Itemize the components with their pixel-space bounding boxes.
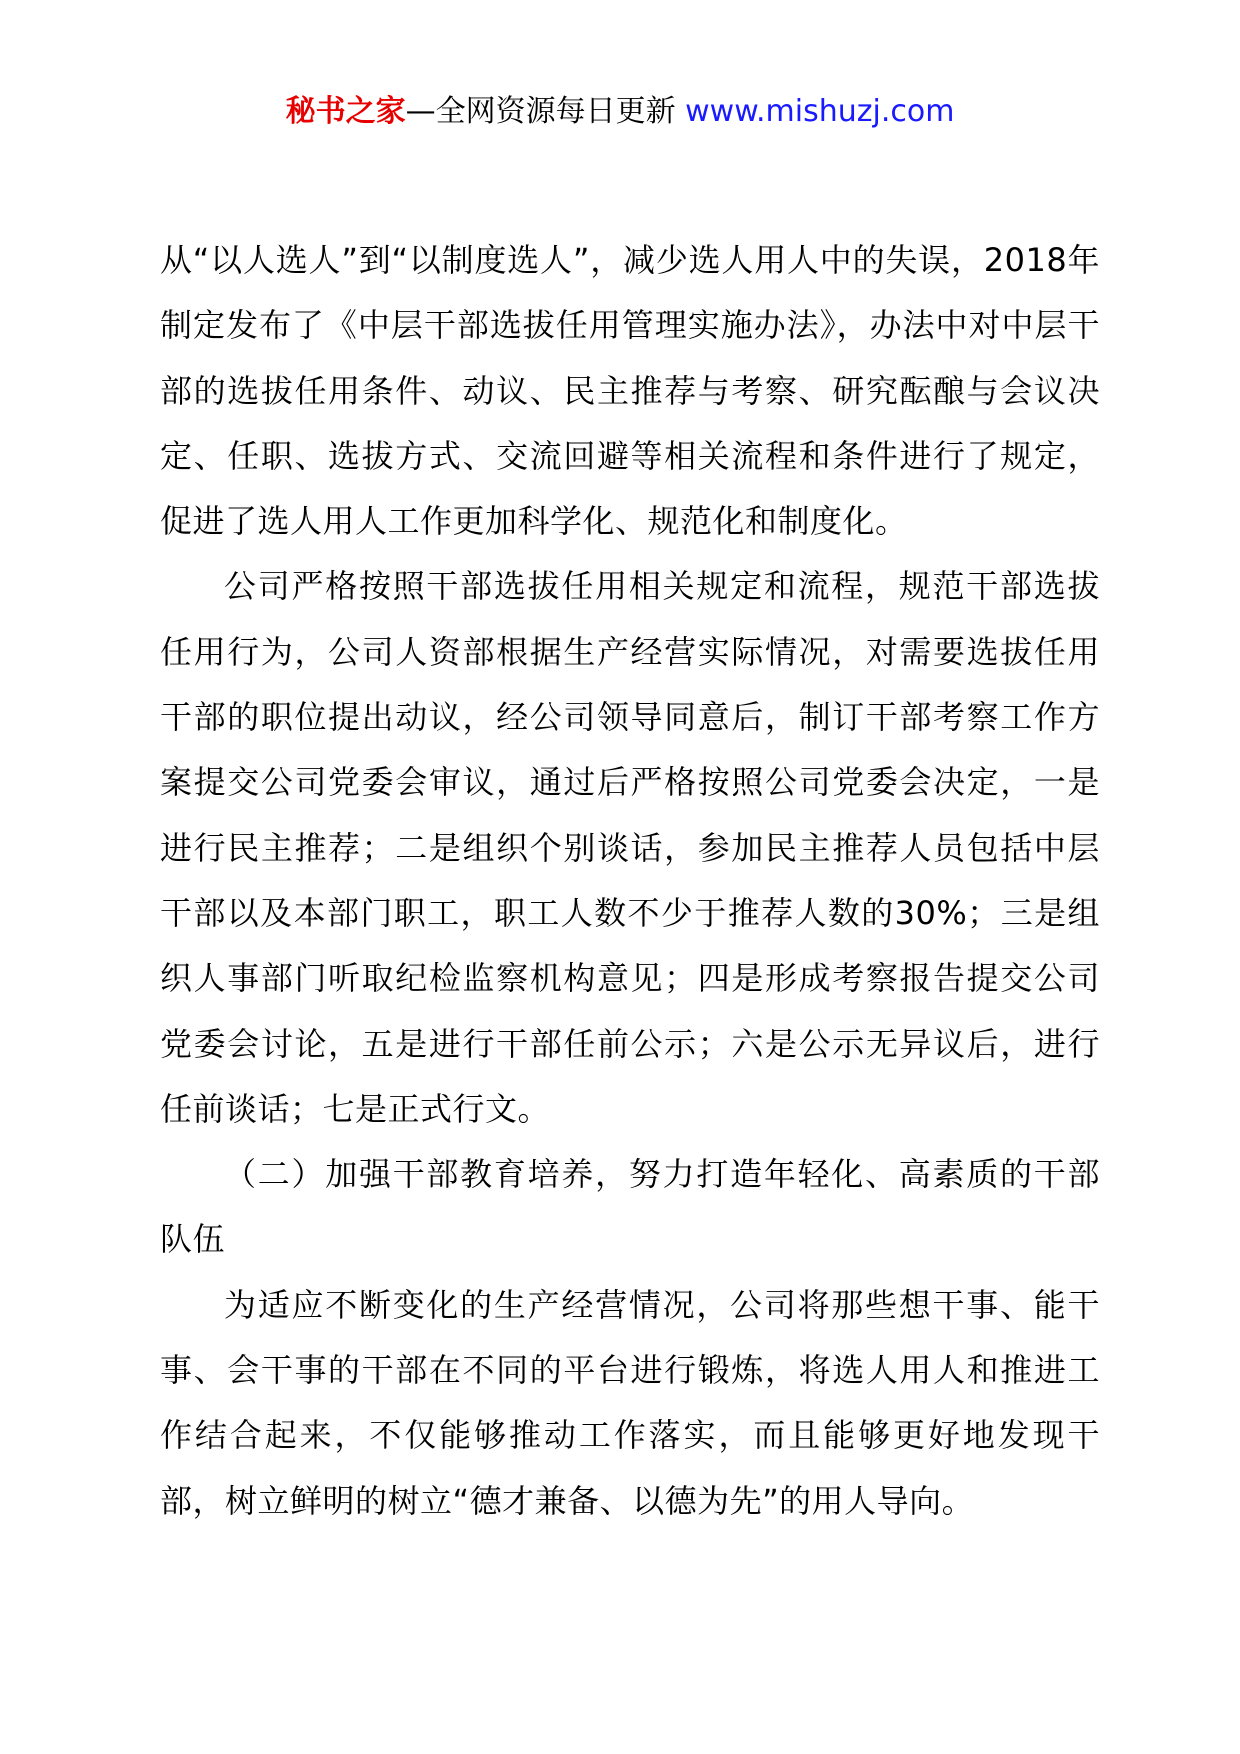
brand-name: 秘书之家 bbox=[285, 94, 406, 129]
document-body bbox=[160, 228, 1100, 1534]
header-tagline: —全网资源每日更新 bbox=[405, 94, 676, 129]
paragraph-3: 为适应不断变化的生产经营情况，公司将那些想干事、能干事、会干事的干部在不同的平台进行锻炼，将选人用人和推进工作结合起来，不仅能够推动工作落实，而且能够更好地发现干部，树立鲜明的树立“德才兼备、以德为先”的用人导向。 bbox=[160, 1285, 1100, 1520]
section-heading: （二）加强干部教育培养，努力打造年轻化、高素质的干部队伍 bbox=[160, 1155, 1100, 1259]
page-header bbox=[0, 92, 1240, 132]
paragraph-1: 从“以人选人”到“以制度选人”，减少选人用人中的失误，2018年制定发布了《中层干部选拔任用管理实施办法》，办法中对中层干部的选拔任用条件、动议、民主推荐与考察、研究酝酿与会议决定、任职、选拔方式、交流回避等相关流程和条件进行了规定，促进了选人用人工作更加科学化、规范化和制度化。 bbox=[160, 241, 1100, 541]
paragraph-2: 公司严格按照干部选拔任用相关规定和流程，规范干部选拔任用行为，公司人资部根据生产经营实际情况，对需要选拔任用干部的职位提出动议，经公司领导同意后，制订干部考察工作方案提交公司党委会审议，通过后严格按照公司党委会决定，一是进行民主推荐；二是组织个别谈话，参加民主推荐人员包括中层干部以及本部门职工，职工人数不少于推荐人数的30%；三是组织人事部门听取纪检监察机构意见；四是形成考察报告提交公司党委会讨论，五是进行干部任前公示；六是公示无异议后，进行任前谈话；七是正式行文。 bbox=[160, 567, 1100, 1128]
site-url-link[interactable]: www.mishuzj.com bbox=[685, 94, 955, 129]
